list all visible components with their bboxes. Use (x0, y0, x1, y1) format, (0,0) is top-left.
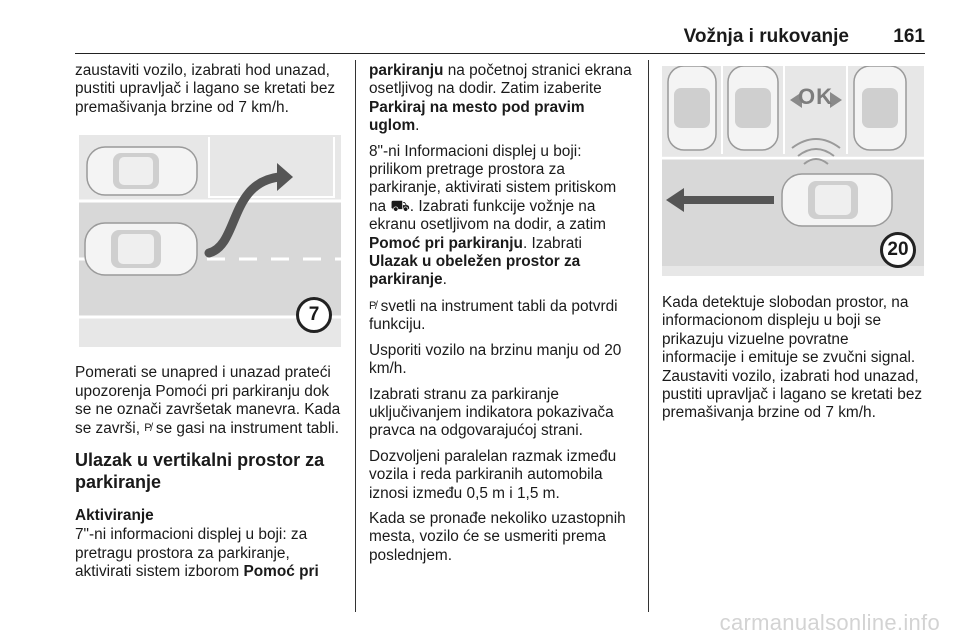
page-header (75, 26, 925, 52)
col1-paragraph-2: Pomerati se unapred i unazad prateći upozorenja Pomoći pri parkiranju dok se ne označi završetak manevra. Kada se završi, P̸ se gasi na instrument tabli. (75, 364, 341, 438)
parked-car-left (668, 66, 716, 150)
column-divider-2 (648, 60, 649, 612)
figure-number-badge: 20 (880, 232, 916, 268)
watermark: carmanualsonline.info (719, 610, 940, 635)
park-assist-icon: P̸ (369, 299, 377, 312)
active-car (782, 174, 892, 226)
section-heading: Ulazak u vertikalni prostor za parkiranje (75, 449, 325, 492)
parked-car (87, 147, 197, 195)
column-3 (662, 62, 927, 430)
col3-paragraph-1: Kada detektuje slobodan prostor, na informacionom displeju u boji se prikazuju vizuelne povratne informacije i emituje se zvučni signal. Zaustaviti vozilo, izabrati hod unazad, pustiti upravljač i lagano se kretati bez premašivanja brzine od 7 km/h. (662, 294, 923, 422)
figure-7-parking-maneuver (79, 135, 341, 347)
ok-label: OK (798, 84, 833, 109)
column-2 (369, 62, 634, 572)
col2-paragraph-5: Izabrati stranu za parkiranje uključivanjem indikatora pokazivača pravca na odgovarajućoj strani. (369, 385, 614, 440)
column-divider-1 (355, 60, 356, 612)
col2-paragraph-4: Usporiti vozilo na brzinu manju od 20 km/h. (369, 341, 622, 378)
column-1 (75, 62, 345, 588)
col2-paragraph-2: 8"-ni Informacioni displej u boji: prilikom pretrage prostora za parkiranje, aktivirati sistem pritiskom na ⛟. Izabrati funkcije vožnje na ekranu osetljivom na dodir, a zatim Pomoć pri parkiranju. Izabrati Ulazak u obeležen prostor za parkiranje. (369, 142, 617, 289)
page-title: Vožnja i rukovanje (683, 26, 849, 47)
col2-paragraph-6: Dozvoljeni paralelan razmak između vozila i reda parkiranih automobila iznosi između 0,5 m i 1,5 m. (369, 447, 617, 502)
subsection-heading: Aktiviranje (75, 506, 154, 524)
figure-20-perpendicular-parking (662, 66, 924, 276)
parked-car-middle-left (728, 66, 778, 150)
col1-paragraph-3: 7"-ni informacioni displej u boji: za pretragu prostora za parkiranje, aktivirati sistem izborom Pomoć pri (75, 526, 319, 581)
park-assist-icon: P̸ (144, 422, 152, 435)
page-number: 161 (893, 26, 925, 47)
col1-paragraph-1: zaustaviti vozilo, izabrati hod unazad, pustiti upravljač i lagano se kretati bez premašivanja brzine od 7 km/h. (75, 62, 336, 116)
parked-car-right (854, 66, 906, 150)
car-menu-icon: ⛟ (390, 197, 410, 215)
figure-number-badge: 7 (296, 297, 332, 333)
col2-paragraph-3: P̸ svetli na instrument tabli da potvrdi funkciju. (369, 297, 618, 334)
active-car (85, 223, 197, 275)
col2-paragraph-7: Kada se pronađe nekoliko uzastopnih mesta, vozilo će se usmeriti prema poslednjem. (369, 509, 626, 564)
col2-paragraph-1: parkiranju na početnoj stranici ekrana osetljivog na dodir. Zatim izaberite Parkiraj na mesto pod pravim uglom. (369, 62, 632, 135)
header-rule (75, 53, 925, 54)
